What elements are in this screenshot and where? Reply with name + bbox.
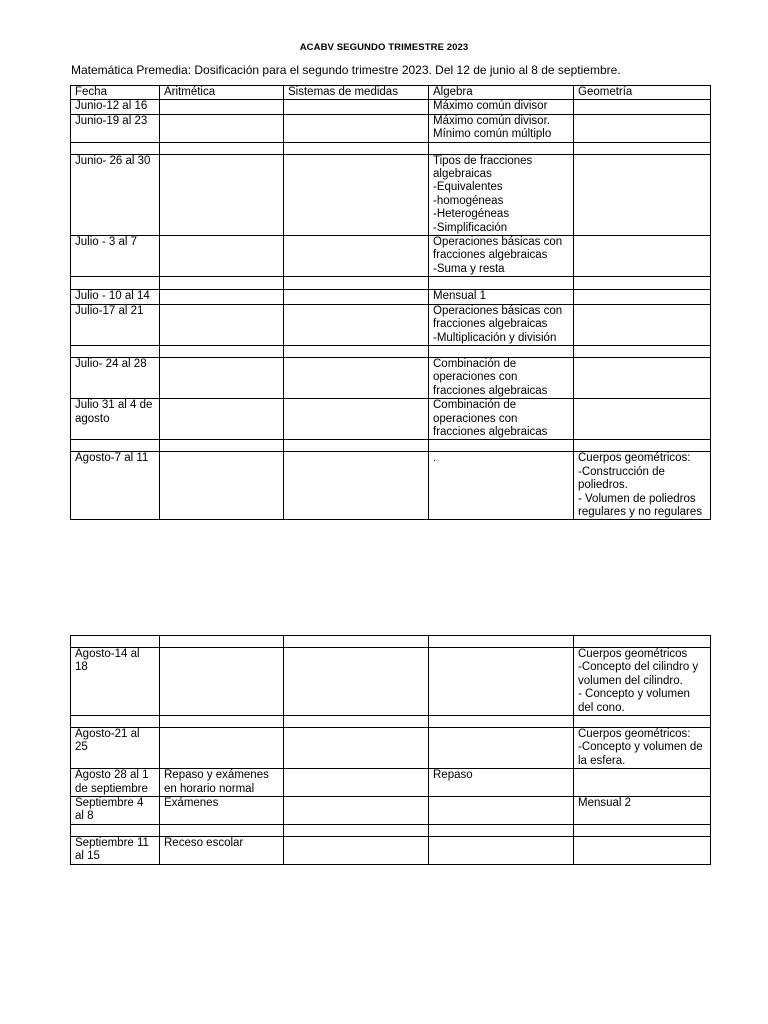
table-row (71, 636, 711, 648)
column-header-aritmetica: Aritmética (160, 86, 284, 100)
table-cell (574, 236, 711, 277)
table-cell (160, 728, 284, 769)
table-cell (284, 452, 429, 520)
table-cell (574, 636, 711, 648)
table-cell (284, 636, 429, 648)
table-cell (160, 824, 284, 836)
table-cell (429, 440, 574, 452)
table-cell: Junio-19 al 23 (71, 114, 160, 142)
table-row (71, 236, 711, 277)
table-cell (574, 440, 711, 452)
table-cell (284, 440, 429, 452)
table-cell (284, 769, 429, 797)
table-cell (71, 636, 160, 648)
table-cell: Junio- 26 al 30 (71, 154, 160, 235)
table-cell (284, 716, 429, 728)
table-cell (574, 769, 711, 797)
table-cell: Tipos de fracciones algebraicas -Equivalentes -homogéneas -Heterogéneas -Simplificación (429, 154, 574, 235)
table-cell (160, 648, 284, 716)
table-cell: Receso escolar (160, 836, 284, 864)
table-row (71, 357, 711, 398)
table-cell (284, 728, 429, 769)
table-cell (574, 114, 711, 142)
schedule-table-1 (70, 85, 711, 520)
table-cell (71, 277, 160, 290)
table-cell: Repaso y exámenes en horario normal (160, 769, 284, 797)
table-row (71, 154, 711, 235)
table-cell (574, 304, 711, 345)
table-cell: Combinación de operaciones con fracciones algebraicas (429, 399, 574, 440)
table-cell (160, 716, 284, 728)
table-cell (284, 114, 429, 142)
table-cell (429, 345, 574, 357)
table-cell (284, 836, 429, 864)
table-cell: Septiembre 11 al 15 (71, 836, 160, 864)
table-cell (284, 142, 429, 154)
table-cell: Operaciones básicas con fracciones algebraicas -Multiplicación y división (429, 304, 574, 345)
column-header-fecha: Fecha (71, 86, 160, 100)
table-row (71, 648, 711, 716)
table-cell (574, 716, 711, 728)
column-header-algebra: Álgebra (429, 86, 574, 100)
table-cell (284, 399, 429, 440)
table-cell (160, 399, 284, 440)
table-cell (160, 440, 284, 452)
table-cell (429, 277, 574, 290)
table-cell (160, 100, 284, 114)
table-cell: Julio - 3 al 7 (71, 236, 160, 277)
table-cell (574, 836, 711, 864)
table-row (71, 277, 711, 290)
table-cell (429, 636, 574, 648)
table-cell (160, 345, 284, 357)
table-cell: Combinación de operaciones con fracciones algebraicas (429, 357, 574, 398)
table-cell (284, 154, 429, 235)
table-cell (160, 142, 284, 154)
document-header: ACABV SEGUNDO TRIMESTRE 2023 (299, 42, 469, 53)
table-cell (574, 100, 711, 114)
table-cell (574, 357, 711, 398)
table-header-row (71, 86, 711, 100)
table-cell (429, 836, 574, 864)
table-cell (429, 648, 574, 716)
table-cell (71, 440, 160, 452)
table-cell: Julio - 10 al 14 (71, 290, 160, 304)
table-cell (71, 345, 160, 357)
table-cell (71, 716, 160, 728)
table-cell (284, 290, 429, 304)
table-cell (71, 824, 160, 836)
table-cell: Exámenes (160, 797, 284, 825)
table-row (71, 114, 711, 142)
table-cell (160, 236, 284, 277)
table-cell (160, 357, 284, 398)
table-cell (284, 236, 429, 277)
table-cell (574, 399, 711, 440)
table-cell (574, 824, 711, 836)
column-header-sistemas-de-medidas: Sistemas de medidas (284, 86, 429, 100)
table-cell: Cuerpos geométricos: -Concepto y volumen de la esfera. (574, 728, 711, 769)
table-cell (574, 345, 711, 357)
table-row (71, 769, 711, 797)
table-row (71, 797, 711, 825)
table-cell (160, 277, 284, 290)
table-cell (284, 797, 429, 825)
table-row (71, 836, 711, 864)
schedule-table-2 (70, 635, 711, 865)
table-cell (160, 290, 284, 304)
table-row (71, 345, 711, 357)
table-cell (284, 824, 429, 836)
table-cell (429, 824, 574, 836)
table-cell: Máximo común divisor (429, 100, 574, 114)
table-cell (574, 142, 711, 154)
table-cell: Operaciones básicas con fracciones algebraicas -Suma y resta (429, 236, 574, 277)
document-subtitle: Matemática Premedia: Dosificación para el segundo trimestre 2023. Del 12 de junio al 8 de septiembre. (71, 63, 621, 77)
table-cell (429, 728, 574, 769)
table-row (71, 452, 711, 520)
table-cell (574, 154, 711, 235)
table-row (71, 399, 711, 440)
table-cell (71, 142, 160, 154)
table-cell (284, 100, 429, 114)
table-cell (284, 648, 429, 716)
table-row (71, 824, 711, 836)
table-cell: Agosto-21 al 25 (71, 728, 160, 769)
table-row (71, 440, 711, 452)
table-cell (160, 452, 284, 520)
table-cell (284, 357, 429, 398)
table-cell: Julio- 24 al 28 (71, 357, 160, 398)
table-cell: Mensual 2 (574, 797, 711, 825)
table-cell (160, 636, 284, 648)
table-cell (574, 290, 711, 304)
table-cell: Agosto 28 al 1 de septiembre (71, 769, 160, 797)
table-cell: . (429, 452, 574, 520)
table-row (71, 290, 711, 304)
column-header-geometria: Geometría (574, 86, 711, 100)
table-cell (429, 142, 574, 154)
table-cell (429, 797, 574, 825)
table-cell (284, 277, 429, 290)
table-cell: Junio-12 al 16 (71, 100, 160, 114)
table-cell: Repaso (429, 769, 574, 797)
table-cell: Agosto-14 al 18 (71, 648, 160, 716)
table-cell: Mensual 1 (429, 290, 574, 304)
table-row (71, 728, 711, 769)
table-row (71, 100, 711, 114)
table-cell: Cuerpos geométricos -Concepto del cilindro y volumen del cilindro. - Concepto y volumen del cono. (574, 648, 711, 716)
table-cell (160, 154, 284, 235)
table-cell (284, 345, 429, 357)
table-cell: Agosto-7 al 11 (71, 452, 160, 520)
table-cell: Julio-17 al 21 (71, 304, 160, 345)
table-row (71, 142, 711, 154)
table-cell (160, 304, 284, 345)
table-row (71, 716, 711, 728)
table-cell (284, 304, 429, 345)
table-cell (160, 114, 284, 142)
table-cell: Máximo común divisor. Mínimo común múltiplo (429, 114, 574, 142)
table-cell: Cuerpos geométricos: -Construcción de poliedros. - Volumen de poliedros regulares y no regulares (574, 452, 711, 520)
table-row (71, 304, 711, 345)
table-cell: Julio 31 al 4 de agosto (71, 399, 160, 440)
table-cell: Septiembre 4 al 8 (71, 797, 160, 825)
table-cell (429, 716, 574, 728)
table-cell (574, 277, 711, 290)
